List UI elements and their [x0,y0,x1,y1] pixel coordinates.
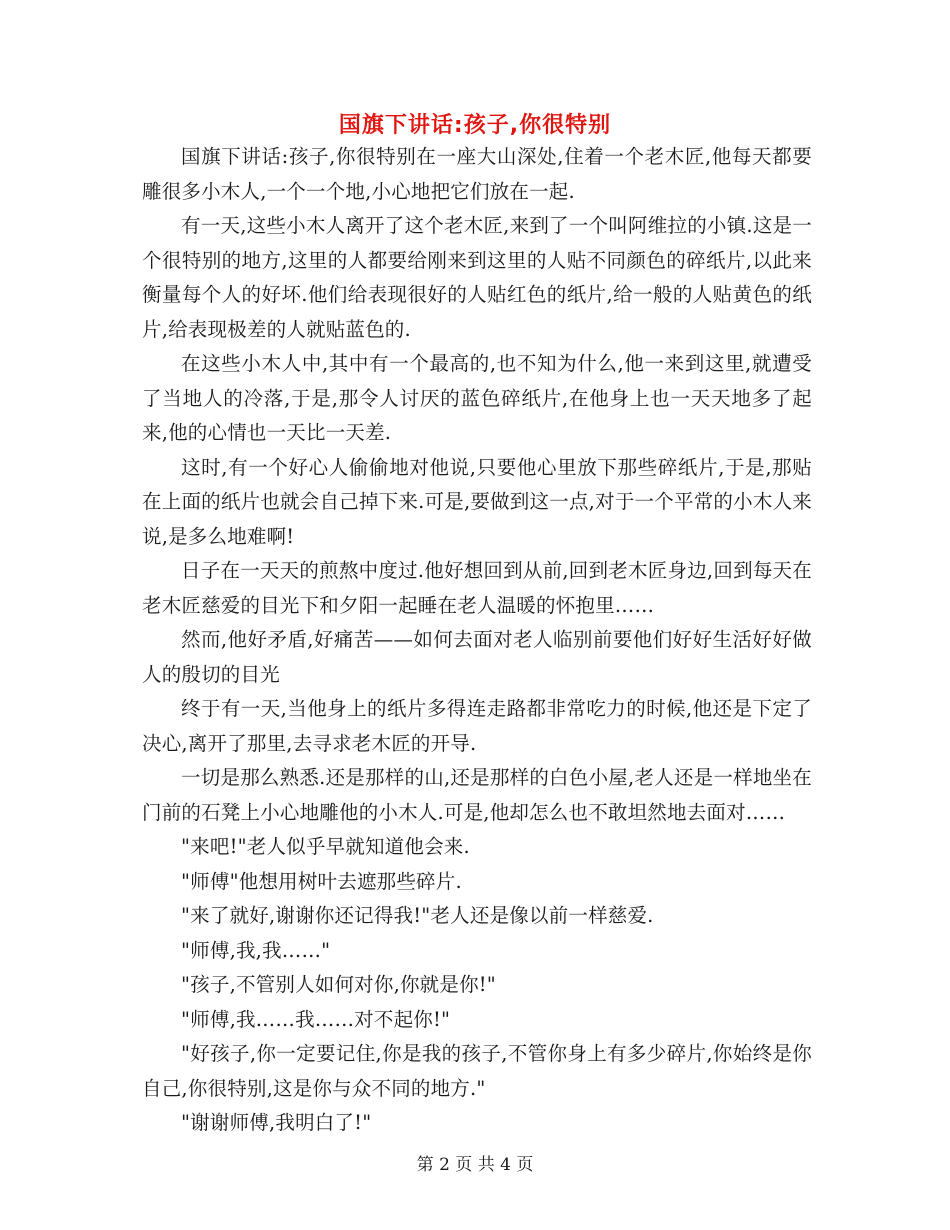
dialogue-line: "好孩子,你一定要记住,你是我的孩子,不管你身上有多少碎片,你始终是你自己,你很特别,这是你与众不同的地方." [142,1042,812,1100]
paragraph: 一切是那么熟悉.还是那样的山,还是那样的白色小屋,老人还是一样地坐在门前的石凳上小心地雕他的小木人.可是,他却怎么也不敢坦然地去面对…… [142,766,812,824]
document-body [142,140,812,1141]
dialogue-line: "来吧!"老人似乎早就知道他会来. [181,835,470,858]
paragraph: 在这些小木人中,其中有一个最高的,也不知为什么,他一来到这里,就遭受了当地人的冷落,于是,那令人讨厌的蓝色碎纸片,在他身上也一天天地多了起来,他的心情也一天比一天差. [142,352,812,444]
paragraph: 国旗下讲话:孩子,你很特别在一座大山深处,住着一个老木匠,他每天都要雕很多小木人,一个一个地,小心地把它们放在一起. [142,145,812,203]
paragraph: 有一天,这些小木人离开了这个老木匠,来到了一个叫阿维拉的小镇.这是一个很特别的地方,这里的人都要给刚来到这里的人贴不同颜色的碎纸片,以此来衡量每个人的好坏.他们给表现很好的人贴红色的纸片,给一般的人贴黄色的纸片,给表现极差的人就贴蓝色的. [142,214,812,341]
dialogue-line: "谢谢师傅,我明白了!" [181,1111,372,1134]
paragraph: 然而,他好矛盾,好痛苦——如何去面对老人临别前要他们好好生活好好做人的殷切的目光 [142,628,812,686]
document-title: 国旗下讲话:孩子,你很特别 [338,113,612,138]
paragraph: 终于有一天,当他身上的纸片多得连走路都非常吃力的时候,他还是下定了决心,离开了那里,去寻求老木匠的开导. [142,697,812,755]
dialogue-line: "师傅"他想用树叶去遮那些碎片. [181,869,462,893]
dialogue-line: "师傅,我,我……" [181,938,331,962]
paragraph: 这时,有一个好心人偷偷地对他说,只要他心里放下那些碎纸片,于是,那贴在上面的纸片也就会自己掉下来.可是,要做到这一点,对于一个平常的小木人来说,是多么地难啊! [142,455,812,548]
dialogue-line: "孩子,不管别人如何对你,你就是你!" [181,973,496,996]
dialogue-line: "师傅,我……我……对不起你!" [181,1007,451,1031]
page-number-footer: 第 2 页 共 4 页 [416,1155,534,1175]
paragraph: 日子在一天天的煎熬中度过.他好想回到从前,回到老木匠身边,回到每天在老木匠慈爱的目光下和夕阳一起睡在老人温暖的怀抱里…… [142,559,812,617]
dialogue-line: "来了就好,谢谢你还记得我!"老人还是像以前一样慈爱. [181,904,654,927]
